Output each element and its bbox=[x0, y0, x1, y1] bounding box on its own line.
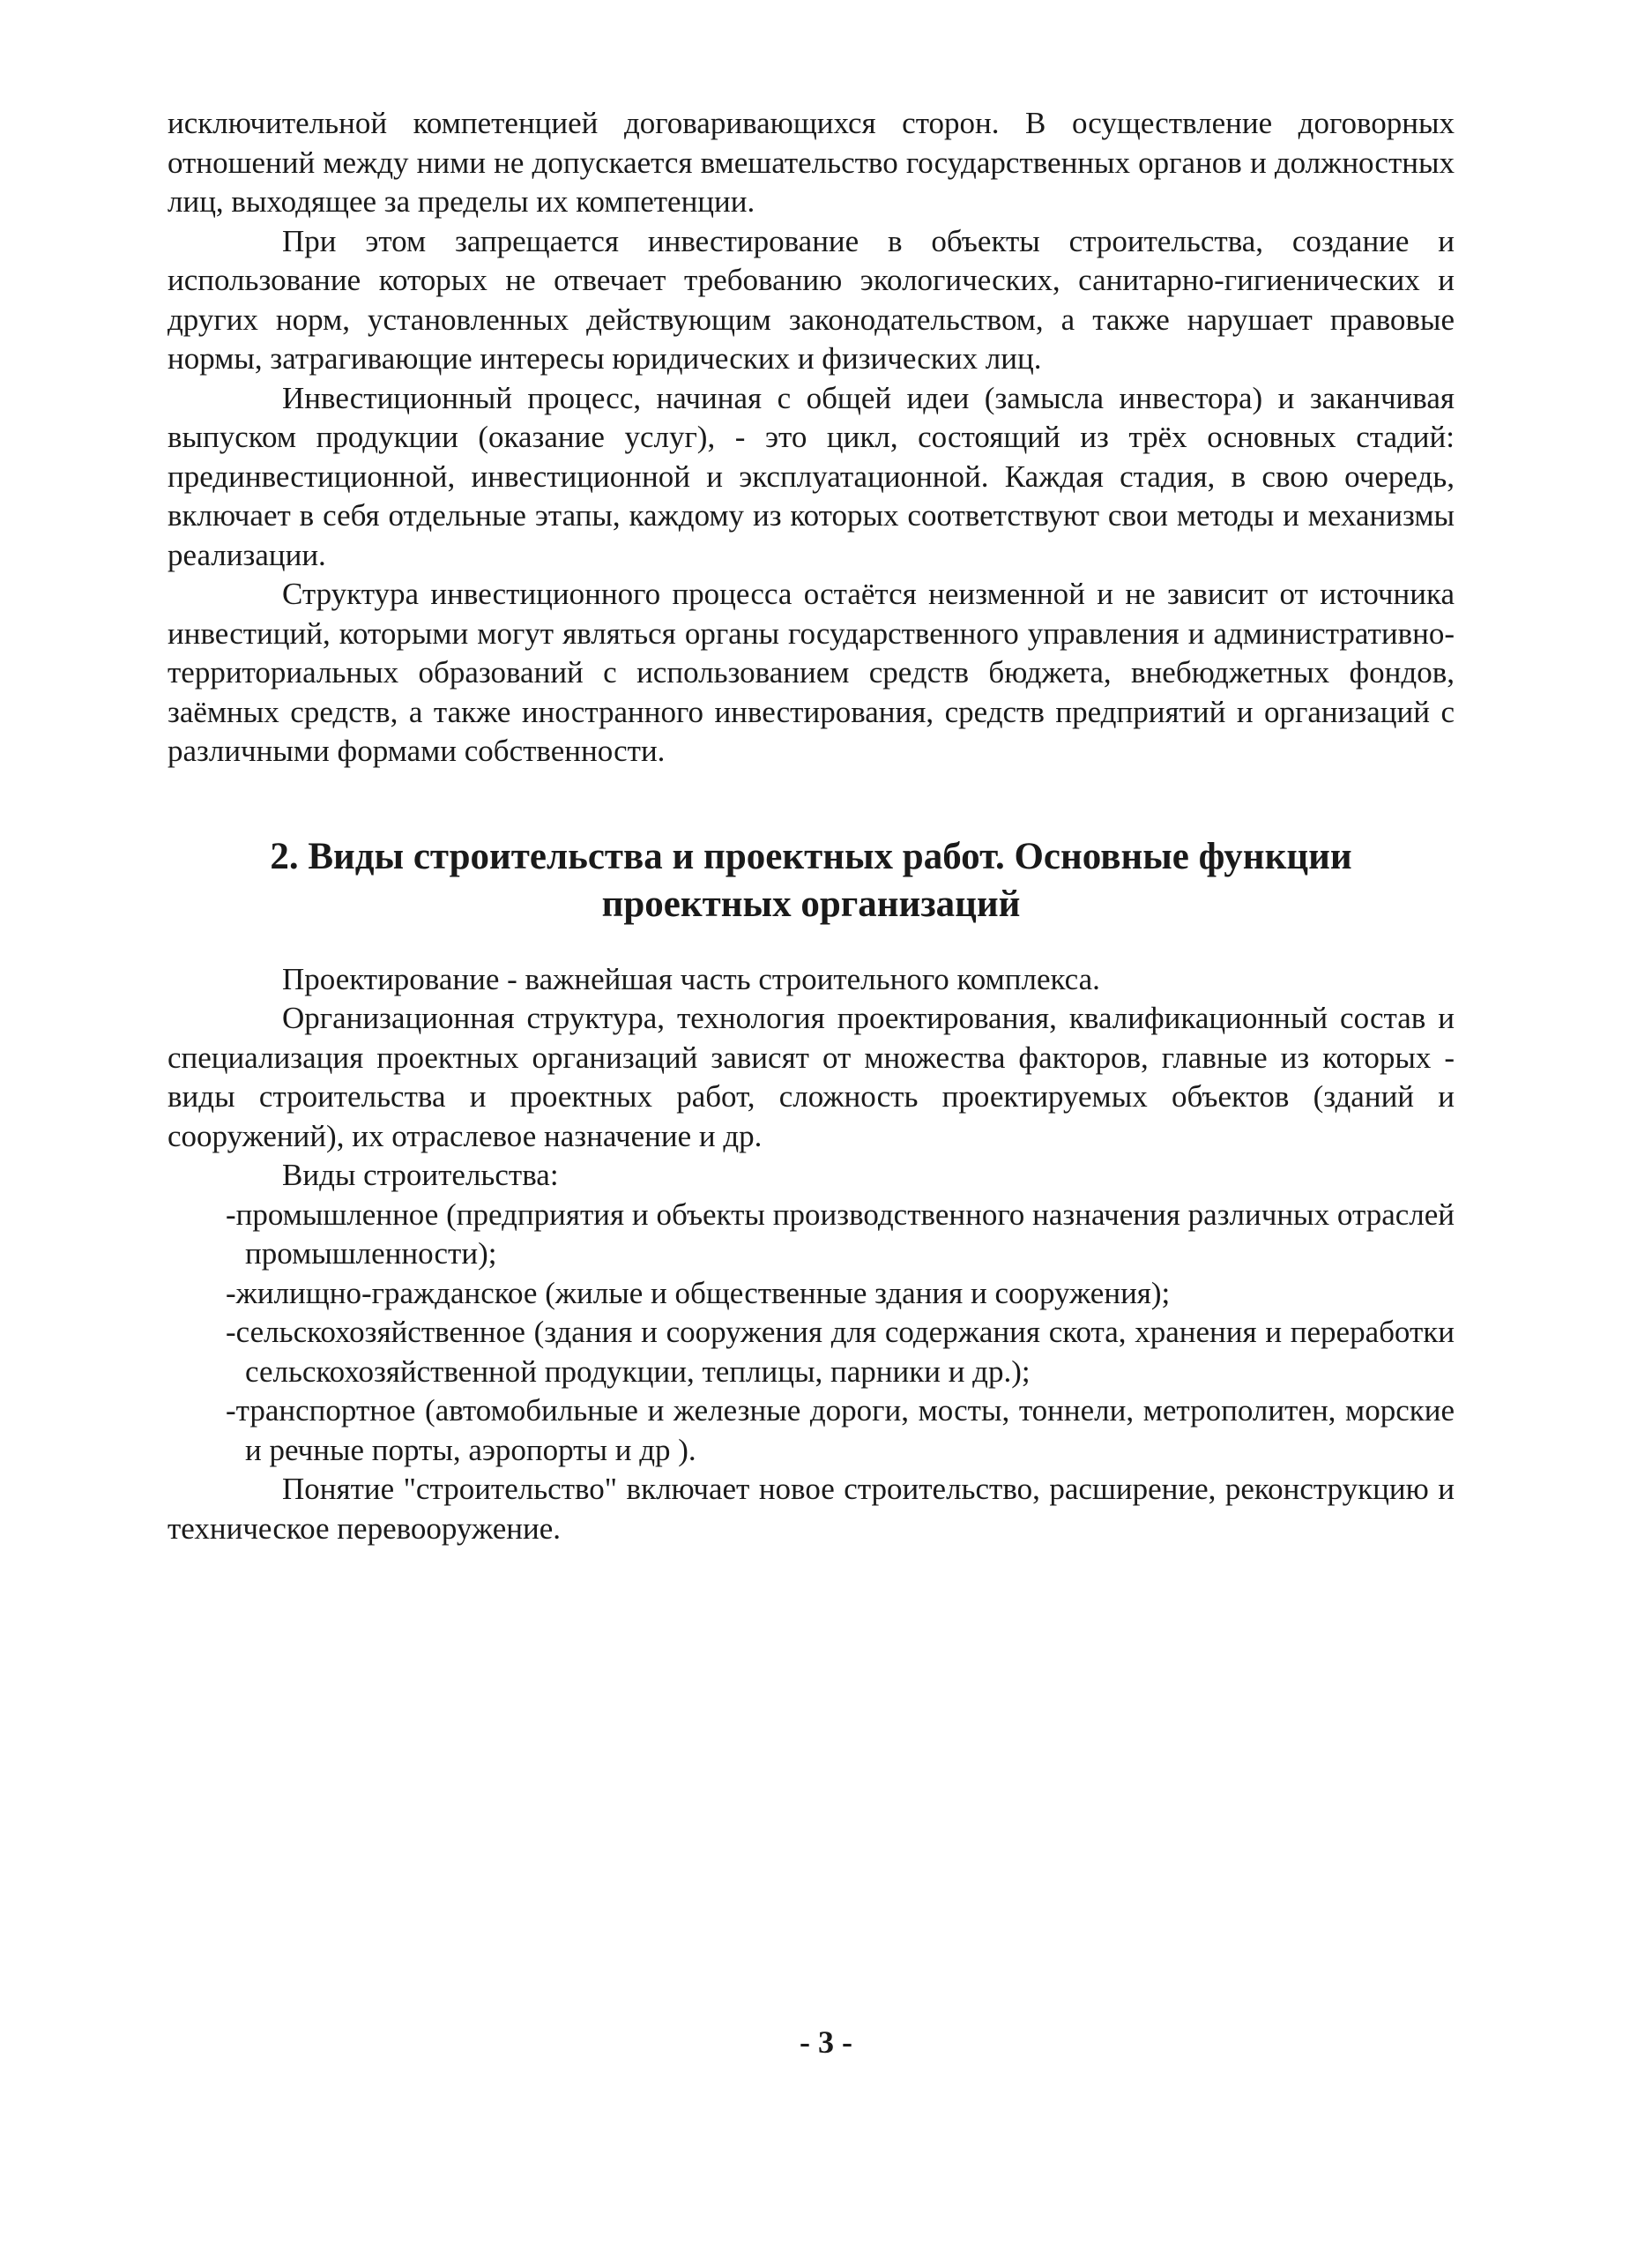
paragraph-investment-structure: Структура инвестиционного процесса остаётся неизменной и не зависит от источника инвестиций, которыми могут являться органы государственного управления и административно-территориальных образований с использованием средств бюджета, внебюджетных фондов, заёмных средств, а также иностранного инвестирования, средств предприятий и организаций с различными формами собственности. bbox=[167, 577, 1455, 768]
section-title-line-2: проектных организаций bbox=[601, 883, 1021, 925]
list-item-transport: -транспортное (автомобильные и железные дороги, мосты, тоннели, метрополитен, морские и речные порты, аэропорты и др ). bbox=[226, 1393, 1455, 1467]
list-item-agricultural: -сельскохозяйственное (здания и сооружения для содержания скота, хранения и переработки сельскохозяйственной продукции, теплицы, парники и др.); bbox=[226, 1315, 1455, 1389]
construction-types-list bbox=[167, 1196, 1455, 1471]
paragraph-design-definition: Проектирование - важнейшая часть строительного комплекса. bbox=[282, 961, 1100, 996]
list-item-industrial: -промышленное (предприятия и объекты производственного назначения различных отраслей промышленности); bbox=[226, 1197, 1455, 1271]
section-title-line-1: 2. Виды строительства и проектных работ. Основные функции bbox=[270, 835, 1352, 877]
paragraph-construction-concept: Понятие "строительство" включает новое строительство, расширение, реконструкцию и техническое перевооружение. bbox=[167, 1472, 1455, 1546]
page-number: - 3 - bbox=[800, 2024, 852, 2060]
document-page bbox=[167, 104, 1455, 1548]
paragraph-construction-types-heading: Виды строительства: bbox=[282, 1158, 559, 1192]
list-item-residential: -жилищно-гражданское (жилые и общественные здания и сооружения); bbox=[226, 1275, 1171, 1310]
paragraph-continuation: исключительной компетенцией договаривающихся сторон. В осуществление договорных отношений между ними не допускается вмешательство государственных органов и должностных лиц, выходящее за пределы их компетенции. bbox=[167, 106, 1455, 219]
section-title bbox=[167, 833, 1455, 928]
paragraph-investment-process: Инвестиционный процесс, начиная с общей идеи (замысла инвестора) и заканчивая выпуском продукции (оказание услуг), - это цикл, состоящий из трёх основных стадий: прединвестиционной, инвестиционной и эксплуатационной. Каждая стадия, в свою очередь, включает в себя отдельные этапы, каждому из которых соответствуют свои методы и механизмы реализации. bbox=[167, 380, 1455, 572]
paragraph-design-factors: Организационная структура, технология проектирования, квалификационный состав и специализация проектных организаций зависят от множества факторов, главные из которых - виды строительства и проектных работ, сложность проектируемых объектов (зданий и сооружений), их отраслевое назначение и др. bbox=[167, 1001, 1455, 1153]
paragraph-investment-restriction: При этом запрещается инвестирование в объекты строительства, создание и использование которых не отвечает требованию экологических, санитарно-гигиенических и других норм, установленных действующим законодательством, а также нарушает правовые нормы, затрагивающие интересы юридических и физических лиц. bbox=[167, 223, 1455, 376]
